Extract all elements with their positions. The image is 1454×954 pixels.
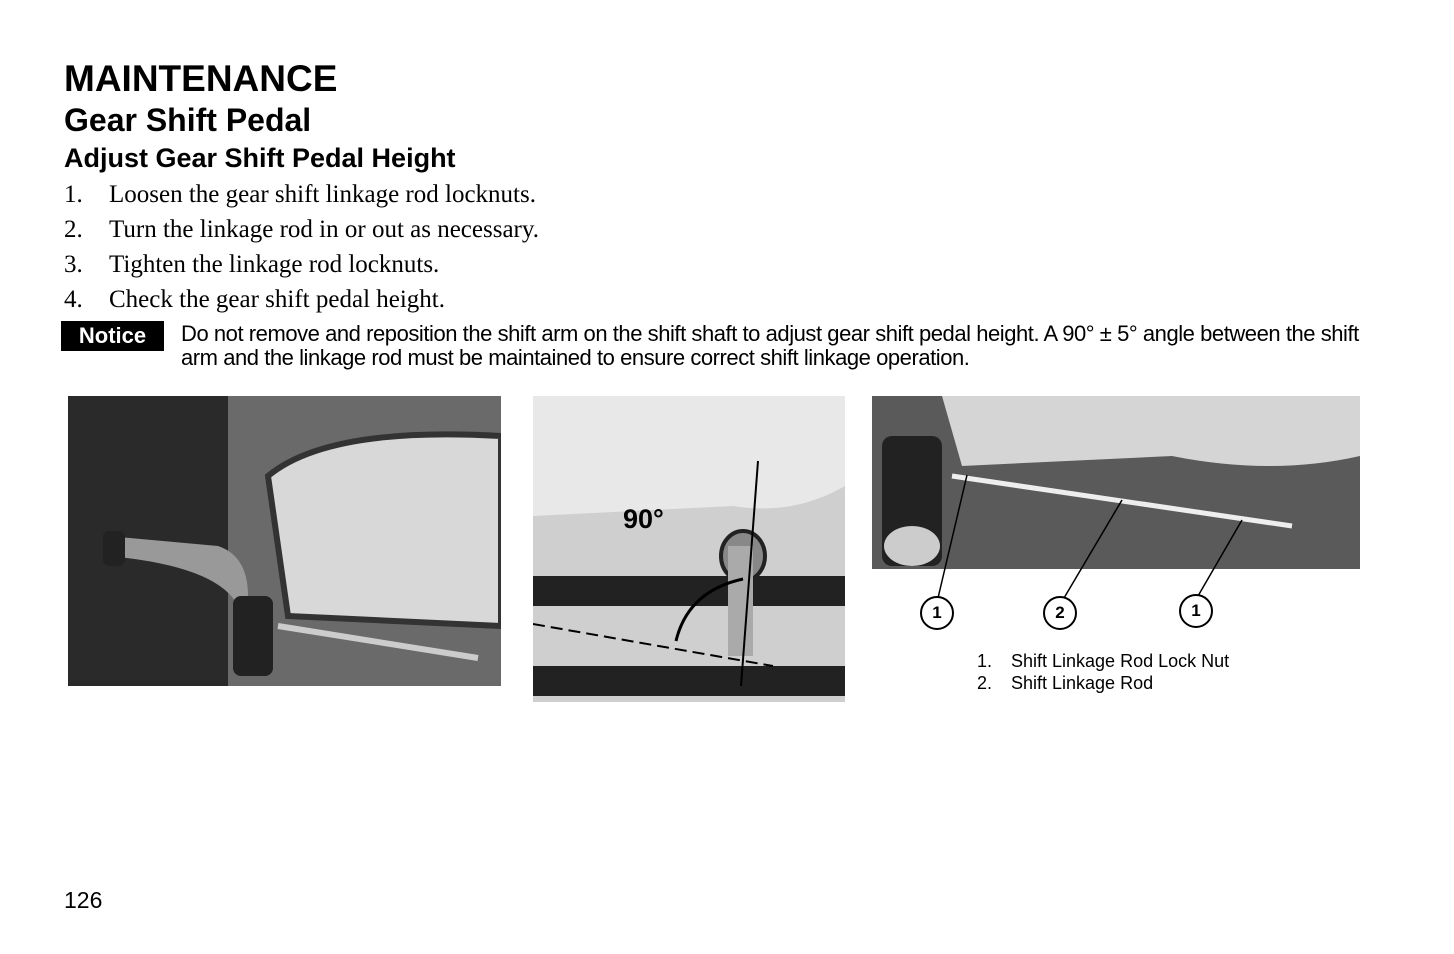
figure-legend bbox=[977, 650, 1229, 694]
section-title: MAINTENANCE bbox=[64, 58, 338, 99]
legend-item: 2. Shift Linkage Rod bbox=[977, 673, 1154, 693]
page-title: Gear Shift Pedal bbox=[64, 102, 312, 138]
photo-shift-pedal-overview bbox=[68, 396, 501, 703]
notice-badge: Notice bbox=[61, 321, 164, 351]
steps-list bbox=[64, 180, 539, 320]
step-item: 3. Tighten the linkage rod locknuts. bbox=[64, 251, 440, 278]
page-number: 126 bbox=[64, 887, 103, 913]
angle-label: 90° bbox=[623, 504, 664, 534]
step-item: 1. Loosen the gear shift linkage rod locknuts. bbox=[64, 181, 536, 208]
callout-1: 1 bbox=[920, 596, 954, 630]
photo-angle-detail bbox=[533, 396, 845, 712]
step-item: 2. Turn the linkage rod in or out as necessary. bbox=[64, 216, 540, 243]
callout-2: 2 bbox=[1043, 596, 1077, 630]
legend-item: 1. Shift Linkage Rod Lock Nut bbox=[977, 651, 1230, 671]
step-item: 4. Check the gear shift pedal height. bbox=[64, 286, 445, 313]
shift-pedal-illustration bbox=[68, 396, 501, 703]
angle-diagram bbox=[533, 396, 845, 712]
subsection-title: Adjust Gear Shift Pedal Height bbox=[64, 143, 456, 173]
callout-1b: 1 bbox=[1179, 594, 1213, 628]
notice-text: Do not remove and reposition the shift arm on the shift shaft to adjust gear shift pedal height. A 90° ± 5° angle between the shift arm and the linkage rod must be maintained to ensure correct shift linkage operation. bbox=[181, 321, 1359, 370]
